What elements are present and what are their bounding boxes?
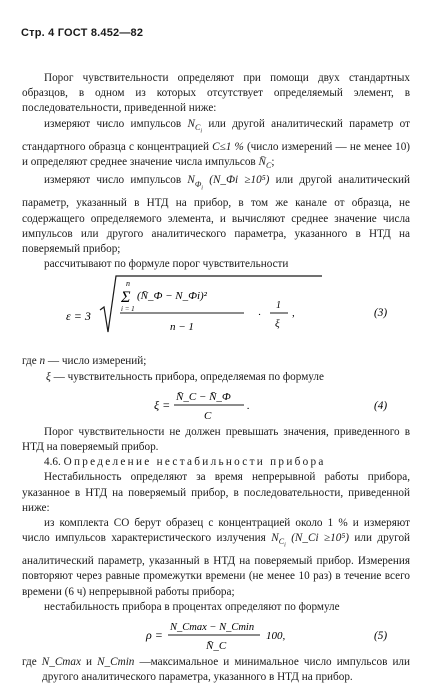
symbol-n-ci-2: $N_{C_i}$: [271, 532, 286, 549]
paragraph-instability-step-1: из комплекта СО берут образец с концентрацией около 1 % и измеряют число импульсов характеристического излучения $N_{C_i}$ (N_Ci ≥10⁵) или другой аналитический параметр, указанный в НТД на поверяемый прибор. Измерения повторяют через равные промежутки времени (не менее 10 раз) в течение всего времени (6 ч) непрерывной работы прибора;: [22, 516, 411, 598]
formula-4-tail: .: [247, 399, 250, 412]
formula-5-lhs: ρ =: [146, 628, 163, 642]
condition-n-phi: (N_Фi ≥10⁵): [209, 174, 270, 187]
formula-5-numerator: N_Cmax − N_Cmin: [170, 622, 255, 633]
formula-3-number: (3): [374, 307, 388, 320]
formula-5: [22, 615, 410, 655]
paragraph-instability-step-2: нестабильность прибора в процентах определяют по формуле: [44, 600, 340, 613]
formula-3: [22, 272, 410, 354]
formula-5-number: (5): [374, 630, 388, 642]
formula-3-numerator: (N̄_Ф − N_Фi)²: [137, 290, 207, 303]
sum-symbol: Σ: [121, 289, 131, 307]
formula-5-tail: 100,: [266, 630, 286, 642]
section-heading: 4.6. Определение нестабильности прибора: [44, 456, 326, 469]
section-title: Определение нестабильности прибора: [63, 456, 326, 469]
formula-4-svg: [22, 385, 410, 425]
formula-4: [22, 385, 410, 425]
where-list-1-item-1: где n — число измерений;: [22, 355, 147, 368]
page-header: Стр. 4 ГОСТ 8.452—82: [21, 27, 144, 39]
symbol-n-phi-i: $N_{Ф_i}$: [187, 174, 203, 192]
formula-4-number: (4): [374, 399, 388, 412]
formula-3-frac2-den: ξ: [275, 318, 280, 331]
paragraph-step-2: измеряют число импульсов $N_{Ф_i}$ (N_Фi ≥10⁵) или другой аналитический параметр, указанный в НТД на прибор, в том же канале от образца, не содержащего определяемого элемента, и вычисляют среднее значение числа импульсов или другого аналитического параметра, указанного в НТД на поверяемый прибор;: [22, 174, 410, 255]
symbol-n-ci: $N_{C_i}$: [187, 117, 203, 135]
paragraph-instability-intro: Нестабильность определяют за время непрерывной работы прибора, указанное в НТД на поверяемый прибор, в последовательности, приведенной ниже:: [22, 471, 410, 514]
formula-3-denominator: n − 1: [170, 321, 194, 334]
condition-c: C≤1 %: [212, 140, 244, 153]
formula-3-lhs: ε = 3: [66, 309, 91, 324]
paragraph-step-3: рассчитывают по формуле порог чувствительности: [44, 258, 289, 271]
paragraph-threshold: Порог чувствительности не должен превышать значения, приведенного в НТД на поверяемый прибор.: [22, 425, 410, 453]
sum-lower: i = 1: [121, 305, 135, 314]
paragraph-intro: Порог чувствительности определяют при помощи двух стандартных образцов, в одном из которых отсутствует определяемый элемент, в последовательности, приведенной ниже:: [22, 72, 410, 115]
symbol-nbar-c: $N̄_C$: [258, 155, 272, 171]
formula-3-dot: ·: [258, 309, 261, 322]
paragraph-step-1: измеряют число импульсов $N_{C_i}$ или другой аналитический параметр от стандартного образца с концентрацией C≤1 % (число измерений — не менее 10) и определяют среднее значение числа импульсов $N̄_C$;: [22, 117, 411, 171]
sum-upper: n: [126, 279, 130, 289]
formula-4-denominator: C: [204, 409, 212, 422]
formula-3-svg: [22, 272, 410, 354]
where-lead-1: где: [22, 355, 37, 368]
formula-3-tail: ,: [292, 307, 295, 320]
where-list-2: где N_Cmax и N_Cmin —максимальное и минимальное число импульсов или другого аналитического параметра, указанного в НТД на прибор.: [22, 656, 411, 684]
document-body: [22, 71, 410, 685]
formula-5-svg: [22, 615, 410, 655]
formula-3-frac2-num: 1: [276, 300, 281, 312]
formula-4-lhs: ξ =: [154, 397, 171, 412]
formula-4-numerator: N̄_C − N̄_Ф: [176, 390, 231, 403]
where-list-1-item-2: ξ — чувствительность прибора, определяемая по формуле: [46, 370, 324, 383]
condition-n-ci: (N_Ci ≥10⁵): [291, 532, 349, 545]
formula-5-denominator: N̄_C: [206, 640, 227, 652]
sqrt-sign: [100, 276, 322, 332]
